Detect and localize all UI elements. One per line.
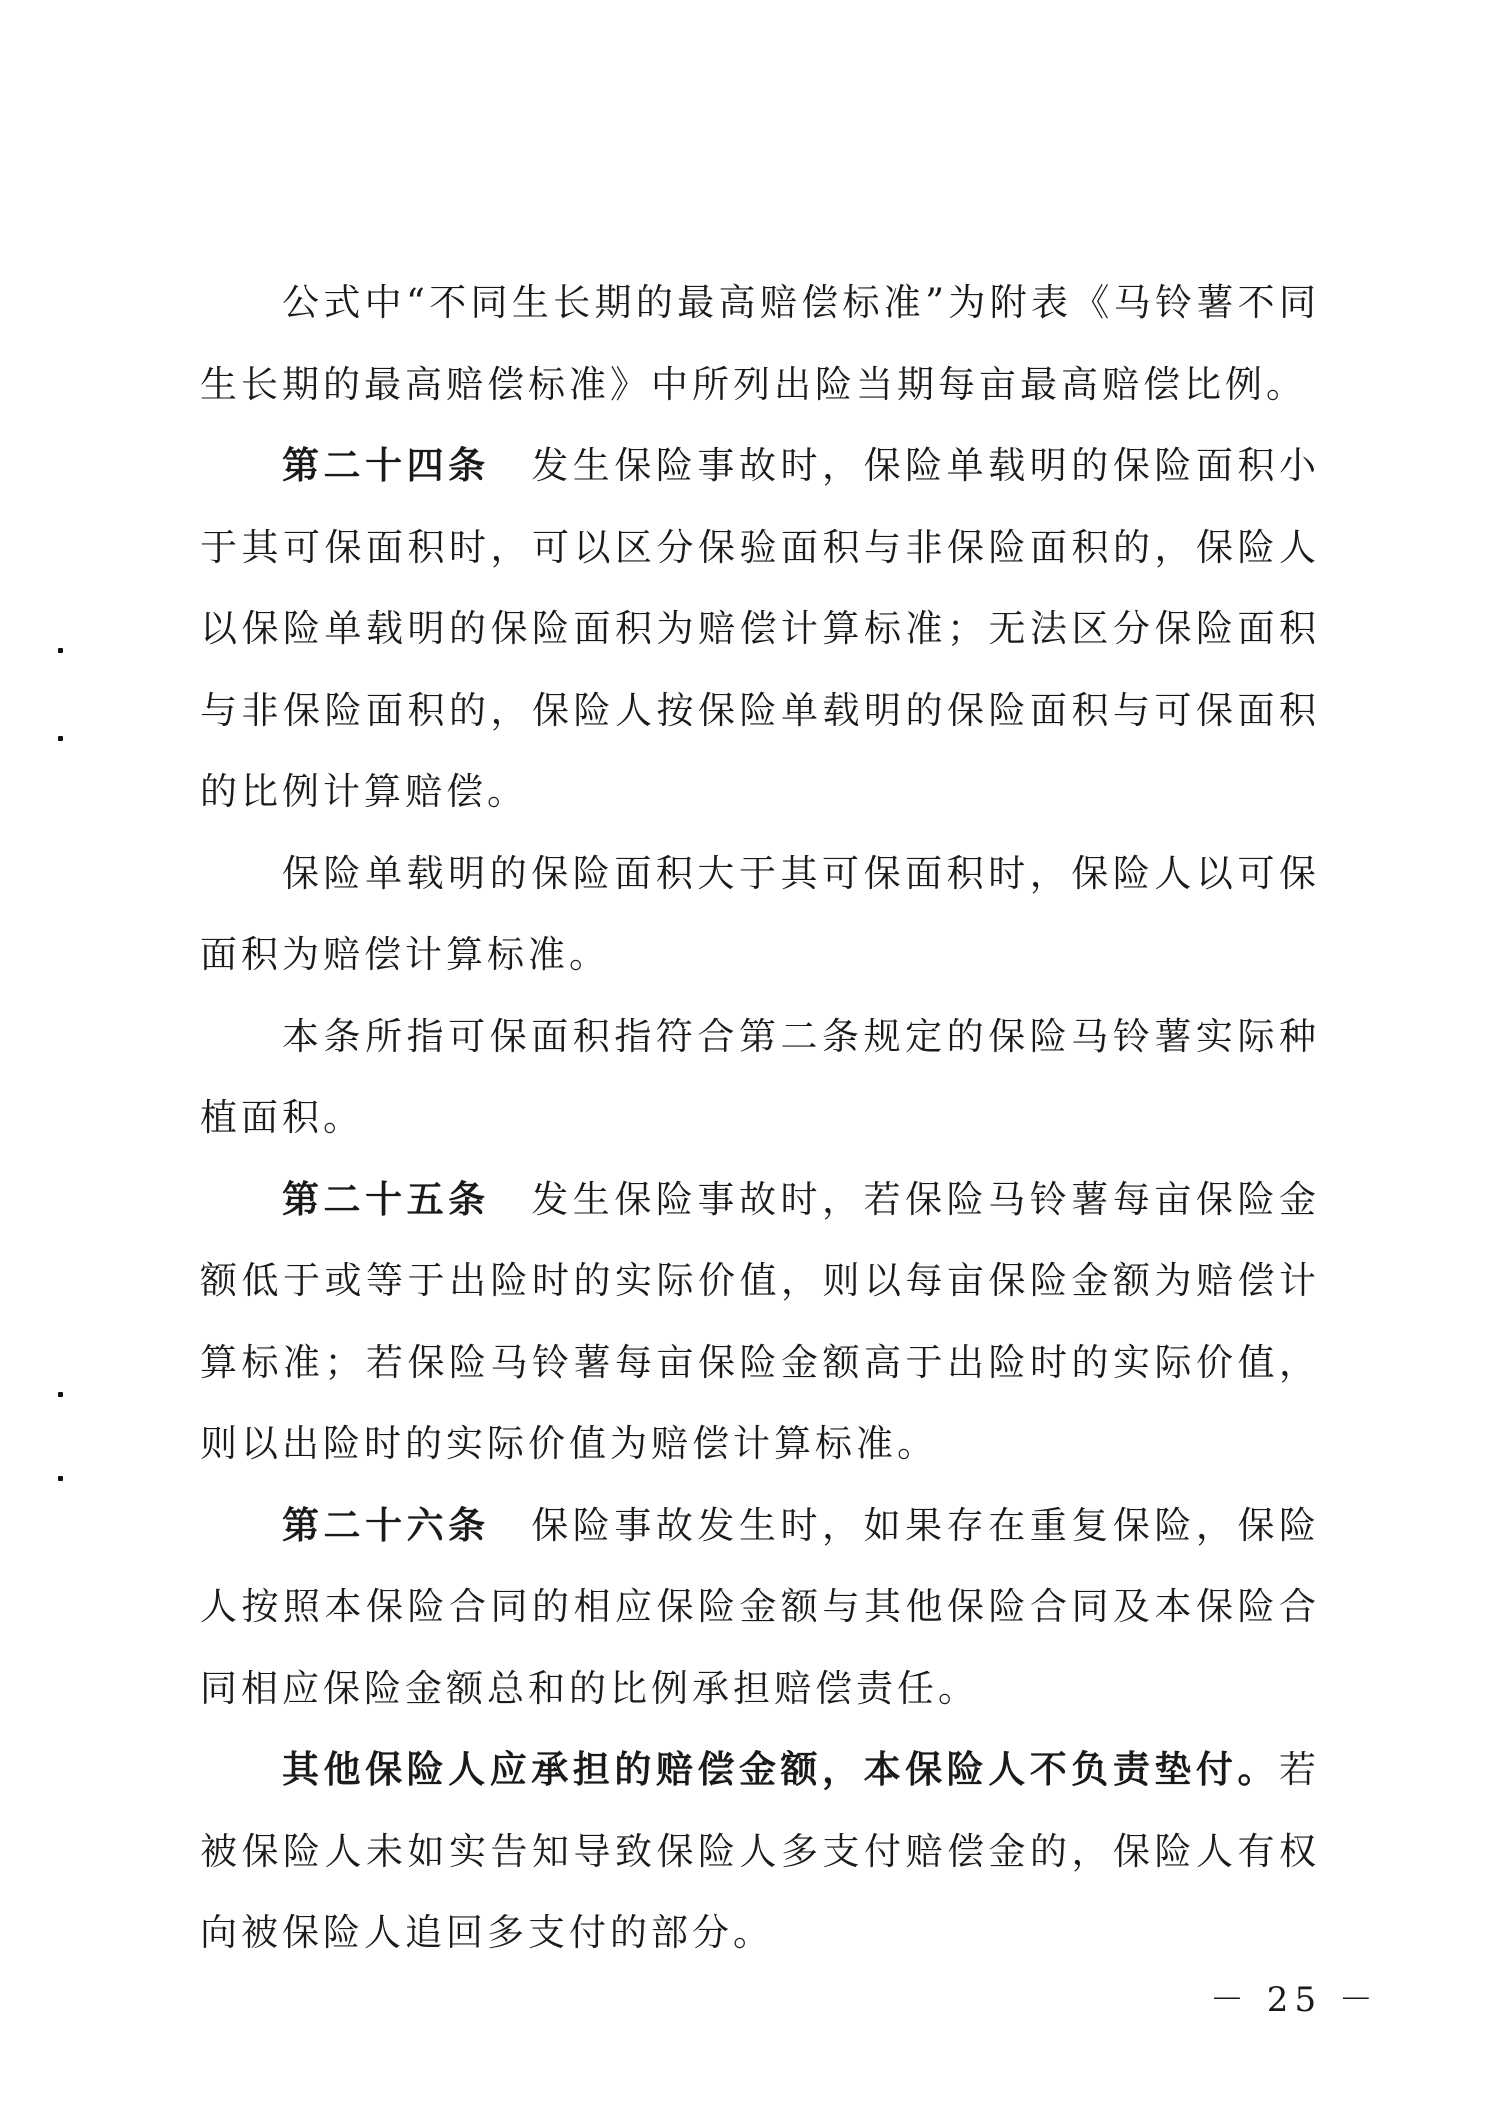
binding-mark (58, 648, 63, 653)
paragraph-insurable-area: 本条所指可保面积指符合第二条规定的保险马铃薯实际种植面积。 (200, 1014, 1320, 1139)
article-26 (200, 1485, 1320, 1730)
article-26-text: 保险事故发生时，如果存在重复保险，保险人按照本保险合同的相应保险金额与其他保险合同及本保险合同相应保险金额总和的比例承担赔偿责任。 (200, 1503, 1321, 1710)
article-25-text: 发生保险事故时，若保险马铃薯每亩保险金额低于或等于出险时的实际价值，则以每亩保险金额为赔偿计算标准；若保险马铃薯每亩保险金额高于出险时的实际价值，则以出险时的实际价值为赔偿计算标准。 (200, 1177, 1321, 1465)
page-number: － 25 － (1210, 1980, 1379, 2020)
binding-mark (58, 1476, 63, 1481)
other-insurers-text: 若被保险人未如实告知导致保险人多支付赔偿金的，保险人有权向被保险人追回多支付的部分。 (200, 1748, 1320, 1954)
body-text (200, 262, 1320, 1974)
paragraph-other-insurers (200, 1729, 1320, 1974)
binding-mark (58, 736, 63, 741)
article-24 (200, 425, 1320, 833)
paragraph-area-exceeds: 保险单载明的保险面积大于其可保面积时，保险人以可保面积为赔偿计算标准。 (200, 851, 1320, 976)
article-25 (200, 1159, 1320, 1485)
paragraph-formula-note: 公式中“不同生长期的最高赔偿标准”为附表《马铃薯不同生长期的最高赔偿标准》中所列出险当期每亩最高赔偿比例。 (200, 281, 1320, 406)
other-insurers-bold-text: 其他保险人应承担的赔偿金额，本保险人不负责垫付。 (282, 1747, 1279, 1791)
article-25-title: 第二十五条 (282, 1176, 490, 1221)
article-24-title: 第二十四条 (282, 443, 490, 487)
article-26-title: 第二十六条 (282, 1502, 490, 1547)
article-24-text: 发生保险事故时，保险单载明的保险面积小于其可保面积时，可以区分保验面积与非保险面积的，保险人以保险单载明的保险面积为赔偿计算标准；无法区分保险面积与非保险面积的，保险人按保险单载明的保险面积与可保面积的比例计算赔偿。 (200, 444, 1321, 813)
binding-mark (58, 1392, 63, 1397)
